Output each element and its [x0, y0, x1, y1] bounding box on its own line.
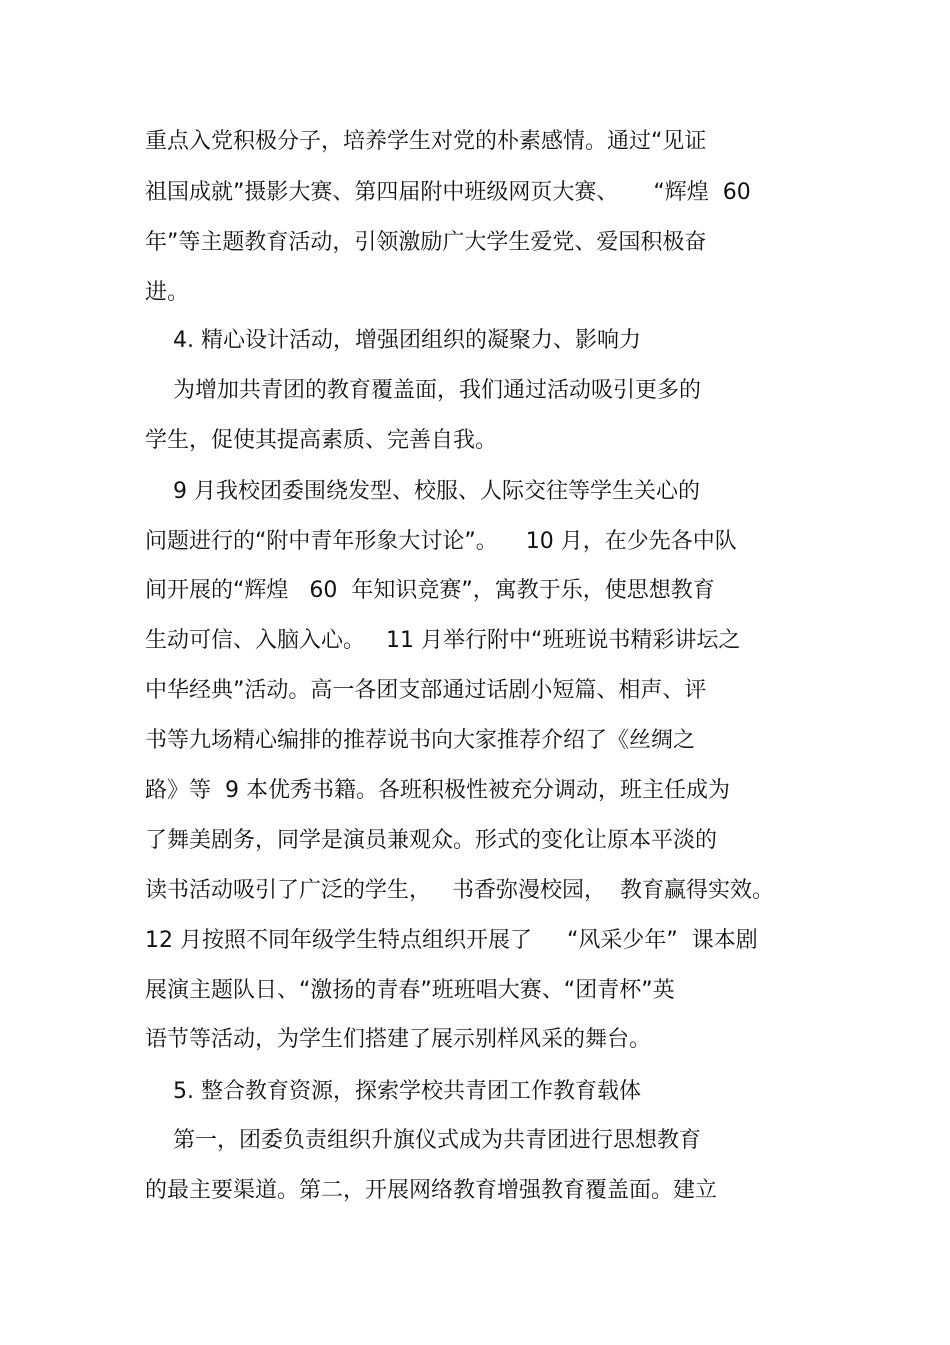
text-line: 第一，团委负责组织升旗仪式成为共青团进行思想教育 [145, 1128, 701, 1153]
text-line: 祖国成就”摄影大赛、第四届附中班级网页大赛、 “辉煌 60 [145, 180, 751, 205]
text-line: 重点入党积极分子，培养学生对党的朴素感情。通过“见证 [145, 129, 707, 154]
text-line: 了舞美剧务，同学是演员兼观众。形式的变化让原本平淡的 [145, 828, 718, 853]
text-line: 的最主要渠道。第二，开展网络教育增强教育覆盖面。建立 [145, 1178, 718, 1203]
text-line: 读书活动吸引了广泛的学生， 书香弥漫校园， 教育赢得实效。 [145, 878, 774, 903]
text-line: 语节等活动，为学生们搭建了展示别样风采的舞台。 [145, 1027, 652, 1052]
text-line: 路》等 9 本优秀书籍。各班积极性被充分调动，班主任成为 [145, 778, 730, 803]
text-line: 学生，促使其提高素质、完善自我。 [145, 428, 498, 453]
text-line: 9 月我校团委围绕发型、校服、人际交往等学生关心的 [145, 479, 700, 504]
section-heading: 4. 精心设计活动，增强团组织的凝聚力、影响力 [145, 328, 641, 353]
text-line: 问题进行的“附中青年形象大讨论”。 10 月，在少先各中队 [145, 529, 737, 554]
text-line: 间开展的“辉煌 60 年知识竞赛”，寓教于乐，使思想教育 [145, 578, 715, 603]
section-heading: 5. 整合教育资源，探索学校共青团工作教育载体 [145, 1079, 641, 1104]
text-line: 进。 [145, 280, 190, 305]
text-line: 中华经典”活动。高一各团支部通过话剧小短篇、相声、评 [145, 678, 707, 703]
text-line: 生动可信、入脑入心。 11 月举行附中“班班说书精彩讲坛之 [145, 628, 741, 653]
text-line: 为增加共青团的教育覆盖面，我们通过活动吸引更多的 [145, 378, 701, 403]
text-line: 年”等主题教育活动，引领激励广大学生爱党、爱国积极奋 [145, 230, 707, 255]
text-line: 展演主题队日、“激扬的青春”班班唱大赛、“团青杯”英 [145, 978, 675, 1003]
text-line: 12 月按照不同年级学生特点组织开展了 “风采少年” 课本剧 [145, 928, 758, 953]
text-line: 书等九场精心编排的推荐说书向大家推荐介绍了《丝绸之 [145, 728, 696, 753]
